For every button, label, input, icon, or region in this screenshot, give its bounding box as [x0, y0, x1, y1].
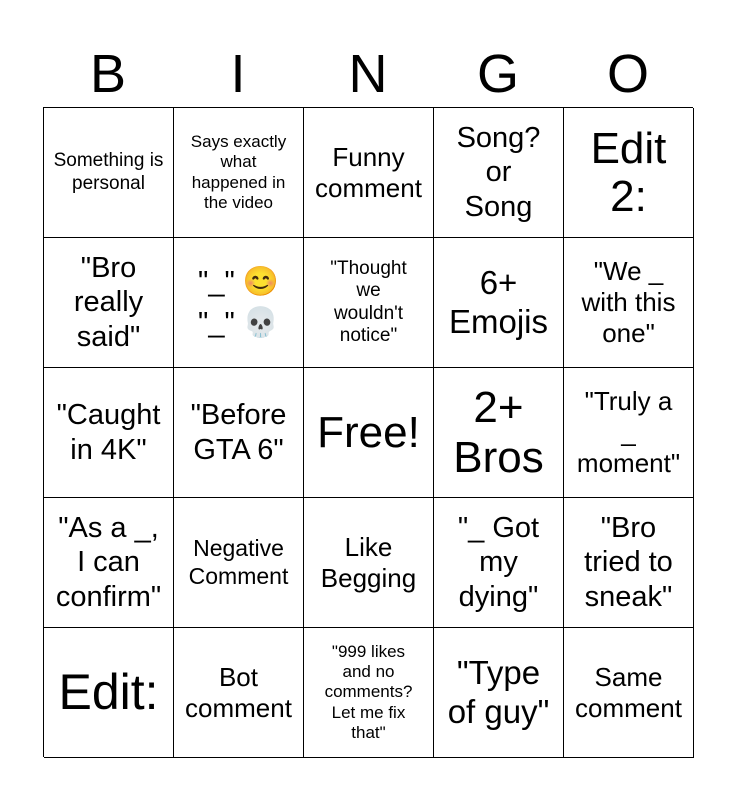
bingo-cell[interactable]: [44, 498, 174, 628]
cell-text: Like Begging: [320, 531, 417, 593]
cell-text: "_ Got my dying": [457, 512, 540, 613]
bingo-cell[interactable]: [564, 238, 694, 368]
header-letter-i: I: [230, 44, 246, 104]
bingo-header: [43, 40, 693, 108]
bingo-cell[interactable]: [434, 628, 564, 758]
bingo-cell[interactable]: [174, 498, 304, 628]
bingo-cell[interactable]: [434, 238, 564, 368]
cell-text: "_" 😊 "_" 💀: [198, 265, 279, 339]
bingo-cell[interactable]: [564, 108, 694, 238]
bingo-cell[interactable]: [174, 628, 304, 758]
bingo-cell[interactable]: [564, 498, 694, 628]
bingo-cell[interactable]: [434, 498, 564, 628]
header-letter-o: O: [606, 44, 649, 104]
bingo-cell[interactable]: [44, 628, 174, 758]
cell-text: Bot comment: [185, 661, 292, 723]
bingo-cell[interactable]: [174, 368, 304, 498]
cell-text: "Bro really said": [73, 252, 144, 353]
bingo-cell[interactable]: [434, 108, 564, 238]
bingo-cell[interactable]: [44, 368, 174, 498]
bingo-card: [43, 107, 693, 757]
bingo-cell[interactable]: [304, 498, 434, 628]
header-letter-n: N: [348, 44, 388, 104]
bingo-cell[interactable]: [564, 628, 694, 758]
cell-text: "We _ with this one": [581, 256, 676, 348]
bingo-cell[interactable]: [304, 628, 434, 758]
bingo-cell[interactable]: [174, 238, 304, 368]
cell-text: "Before GTA 6": [190, 399, 287, 466]
cell-text: "As a _, I can confirm": [55, 512, 162, 613]
bingo-cell[interactable]: [174, 108, 304, 238]
cell-text: 2+ Bros: [453, 383, 544, 482]
cell-text: "Bro tried to sneak": [584, 512, 673, 613]
bingo-cell[interactable]: [304, 108, 434, 238]
cell-text: "Truly a _ moment": [576, 386, 681, 478]
cell-text: "Thought we wouldn't notice": [330, 257, 407, 346]
bingo-cell[interactable]: [44, 238, 174, 368]
cell-text: Something is personal: [53, 150, 164, 194]
cell-text: Same comment: [575, 661, 682, 723]
bingo-cell[interactable]: [304, 238, 434, 368]
header-letter-g: G: [476, 44, 519, 104]
cell-text: 6+ Emojis: [448, 263, 549, 340]
cell-text: "Type of guy": [447, 653, 550, 730]
cell-text: Funny comment: [315, 141, 422, 203]
cell-text: Song? or Song: [456, 122, 541, 223]
cell-text: "Caught in 4K": [56, 399, 161, 466]
cell-text: Free!: [317, 407, 420, 457]
bingo-cell[interactable]: [434, 368, 564, 498]
cell-text: Edit:: [58, 664, 159, 720]
free-space[interactable]: [304, 368, 434, 498]
bingo-cell[interactable]: [44, 108, 174, 238]
cell-text: Says exactly what happened in the video: [190, 132, 287, 212]
cell-text: Edit 2:: [590, 123, 667, 221]
cell-text: "999 likes and no comments? Let me fix that": [324, 642, 413, 742]
bingo-cell[interactable]: [564, 368, 694, 498]
header-letter-b: B: [89, 44, 127, 104]
cell-text: Negative Comment: [188, 535, 289, 589]
